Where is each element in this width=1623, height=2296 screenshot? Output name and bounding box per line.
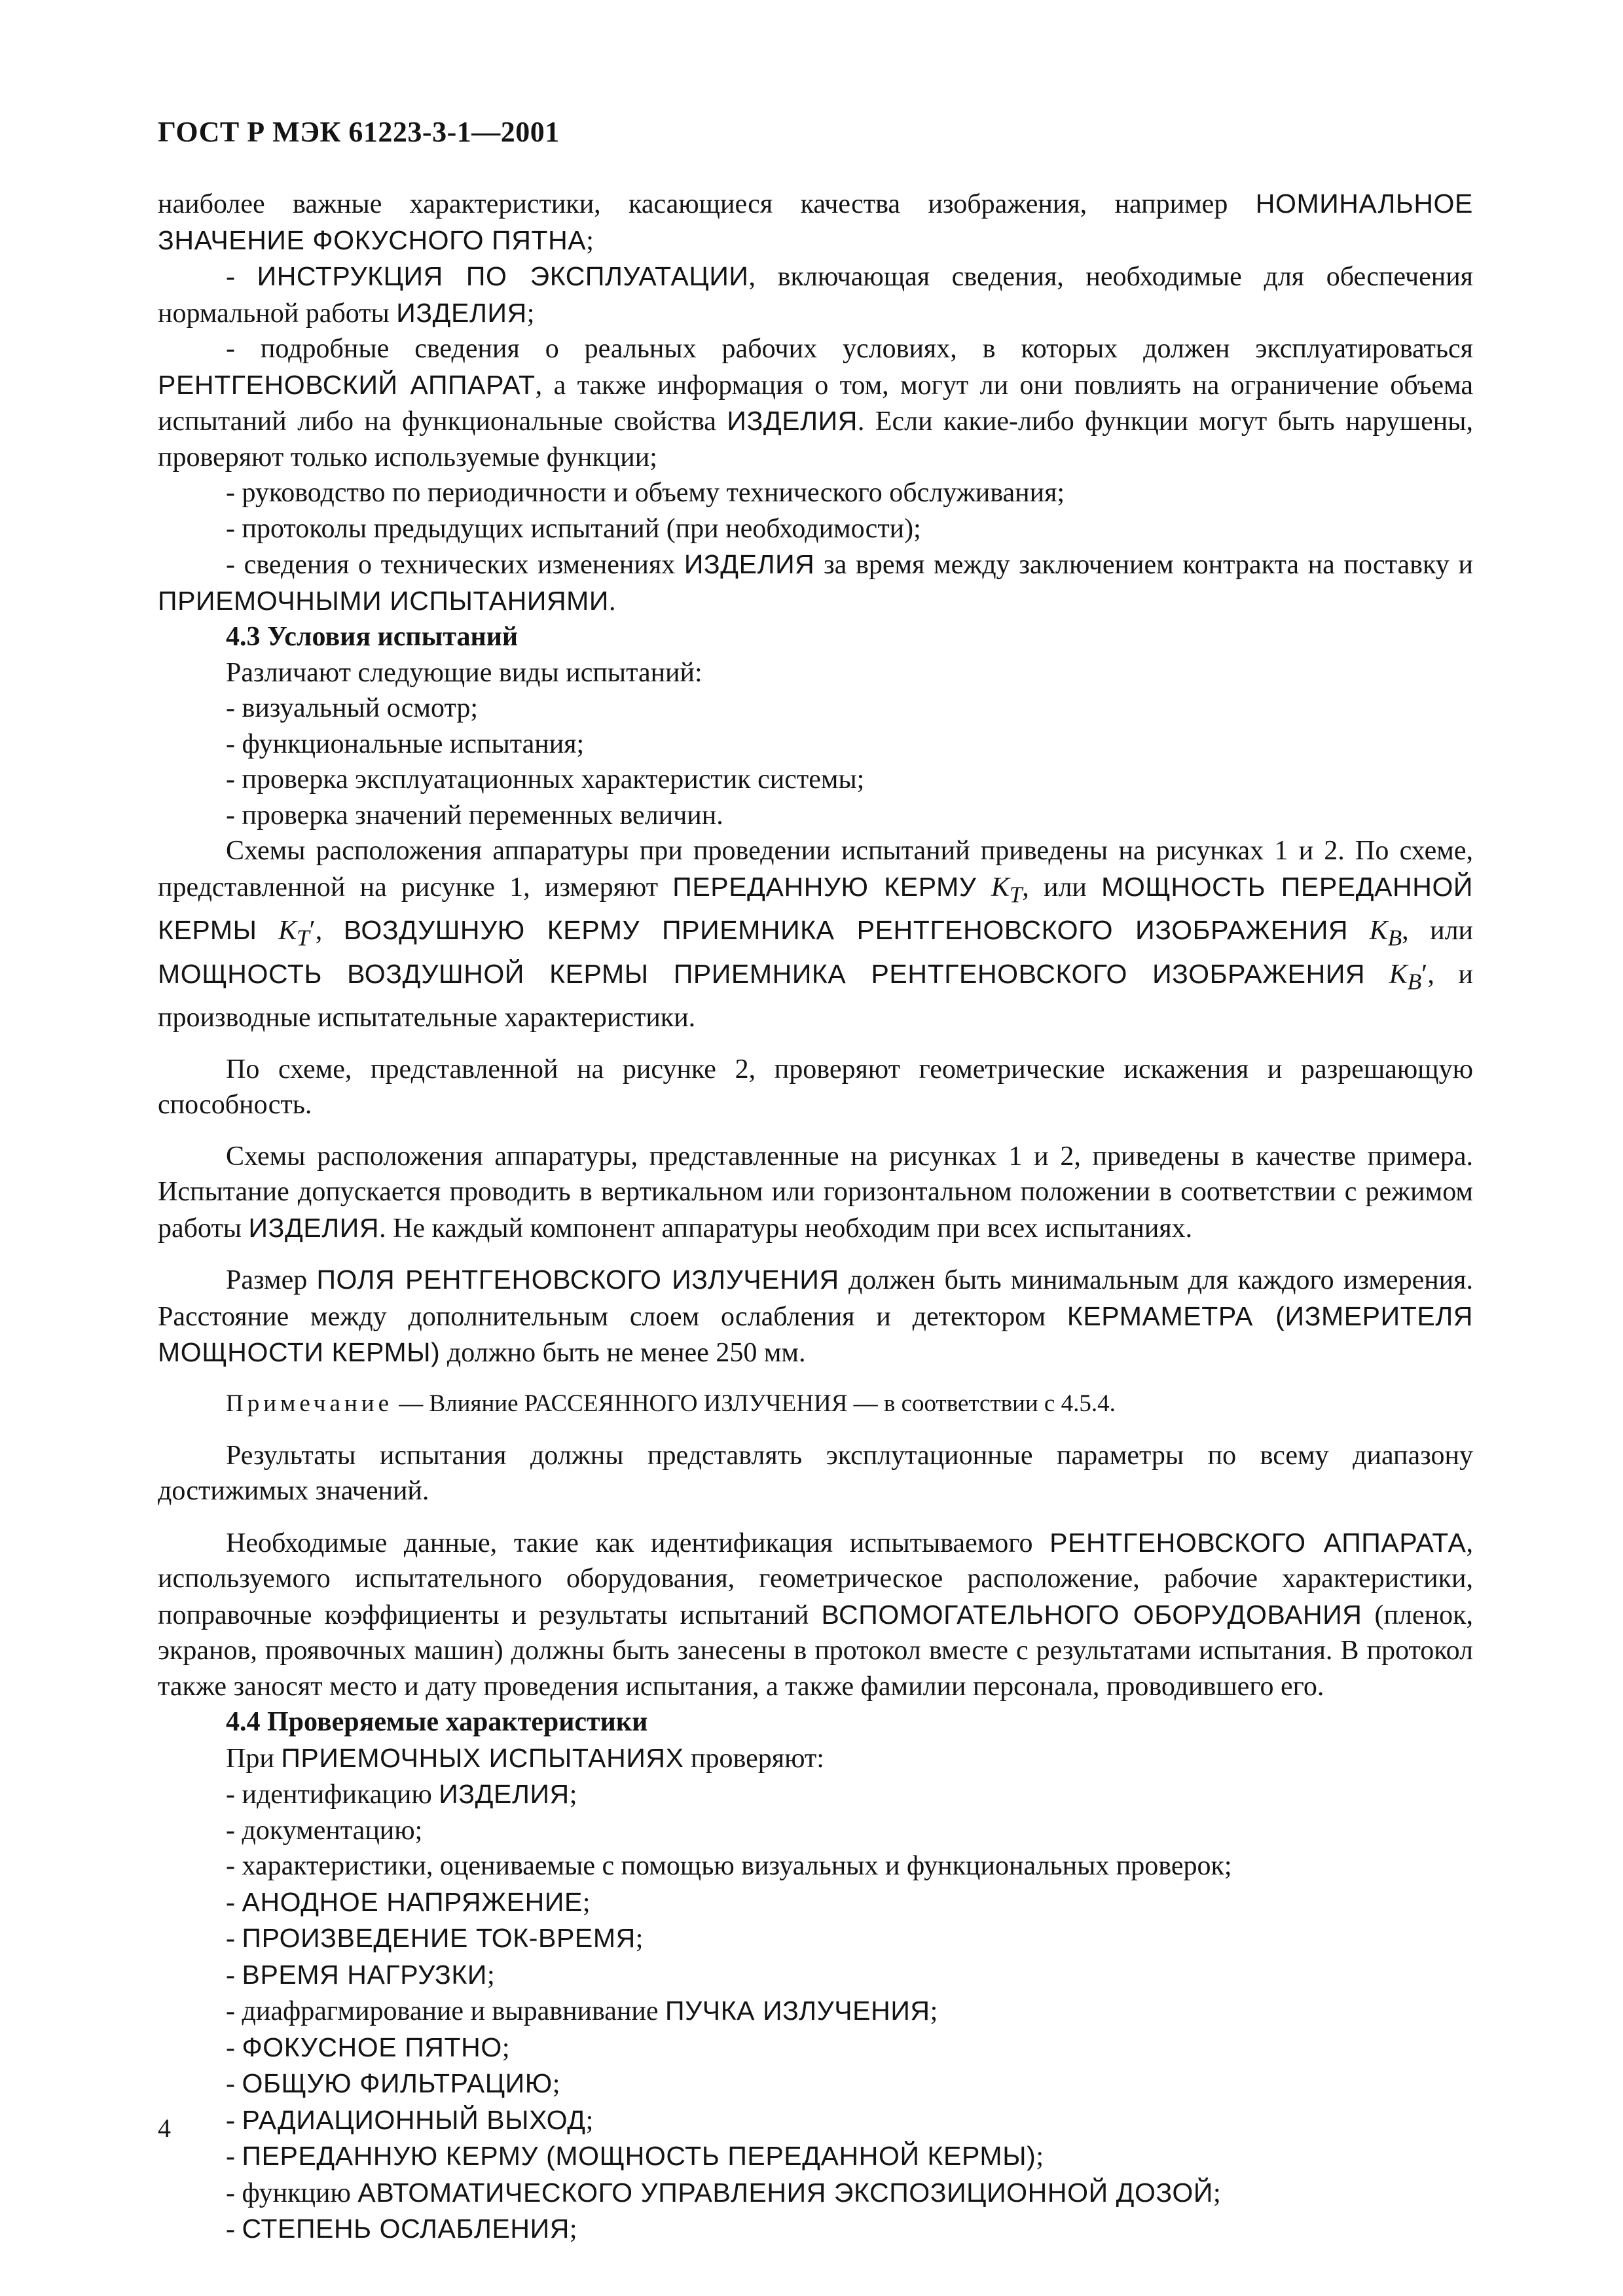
text: - — [226, 2214, 242, 2245]
paragraph — [158, 1262, 1473, 1371]
symbol: K — [1369, 916, 1388, 946]
text: ; — [586, 225, 594, 256]
term: ИЗДЕЛИЯ — [684, 549, 815, 579]
term: РЕНТГЕНОВСКИЙ АППАРАТ — [158, 369, 536, 400]
term: НОМИНАЛЬНОЕ ЗНАЧЕНИЕ ФОКУСНОГО ПЯТНА — [158, 188, 1473, 255]
text: ; — [585, 2105, 594, 2136]
text: - функцию — [226, 2178, 358, 2208]
text: ; — [501, 2032, 510, 2063]
term: ИЗДЕЛИЯ — [248, 1212, 380, 1243]
text: ; — [582, 1887, 591, 1918]
text: , или — [1022, 872, 1102, 903]
term: ИЗДЕЛИЯ — [396, 297, 527, 328]
page-body — [158, 186, 1473, 2248]
term: АВТОМАТИЧЕСКОГО УПРАВЛЕНИЯ ЭКСПОЗИЦИОННОЙ ДОЗОЙ — [357, 2177, 1213, 2208]
paragraph — [158, 1525, 1473, 1705]
symbol: K — [991, 872, 1010, 903]
text: - — [226, 2142, 242, 2172]
symbol-prime: ′ — [309, 916, 316, 946]
list-item — [158, 259, 1473, 331]
text: - — [226, 262, 257, 292]
term: ВРЕМЯ НАГРУЗКИ — [242, 1959, 487, 1990]
text: Схемы расположения аппаратуры, представленные на рисунках 1 и 2, приведены в качестве примера. Испытание допускается проводить в вертикальном или горизонтальном положении в соответствии с режимом работы — [158, 1141, 1473, 1244]
list-item: - функциональные испытания; — [226, 728, 585, 759]
list-item: - проверка эксплуатационных характеристик системы; — [226, 764, 865, 795]
term: МОЩНОСТЬ ПЕРЕДАННОЙ КЕРМЫ — [158, 871, 1474, 946]
text: - — [226, 2032, 242, 2063]
paragraph — [158, 186, 1473, 259]
text: ; — [552, 2069, 560, 2100]
term: ПРИЕМОЧНЫМИ ИСПЫТАНИЯМИ — [158, 585, 609, 616]
list-item — [158, 331, 1473, 475]
term: МОЩНОСТЬ ВОЗДУШНОЙ КЕРМЫ ПРИЕМНИКА РЕНТГЕНОВСКОГО ИЗОБРАЖЕНИЯ — [158, 959, 1366, 990]
paragraph: По схеме, представленной на рисунке 2, проверяют геометрические искажения и разрешающую способность. — [158, 1054, 1473, 1121]
text: ; — [1036, 2142, 1044, 2172]
list-item — [158, 2211, 1473, 2248]
text: . Если какие-либо функции могут быть нарушены, проверяют только используемые функции; — [158, 406, 1473, 473]
term: ПУЧКА ИЗЛУЧЕНИЯ — [665, 1996, 930, 2026]
term: ФОКУСНОЕ ПЯТНО — [242, 2032, 502, 2062]
section-heading-4-3: 4.3 Условия испытаний — [226, 622, 519, 652]
list-item: - визуальный осмотр; — [226, 693, 478, 723]
list-item — [158, 1957, 1473, 1994]
list-item — [158, 2138, 1473, 2175]
text: ; — [569, 2214, 577, 2245]
text: ; — [526, 298, 535, 329]
term: АНОДНОЕ НАПРЯЖЕНИЕ — [242, 1886, 583, 1917]
text: Схемы расположения аппаратуры при проведении испытаний приведены на рисунках 1 и 2. По схеме, представленной на рисунке 1, измеряют — [158, 836, 1473, 903]
list-item — [158, 1884, 1473, 1921]
list-item — [158, 1776, 1473, 1813]
list-item — [158, 547, 1473, 619]
text: наиболее важные характеристики, касающиеся качества изображения, например — [158, 189, 1256, 219]
text: ; — [486, 1960, 495, 1990]
symbol: K — [278, 916, 297, 946]
document-header: ГОСТ Р МЭК 61223-3-1—2001 — [158, 116, 560, 148]
symbol-subscript: T — [297, 925, 310, 951]
symbol: K — [1389, 960, 1408, 990]
term: ОБЩУЮ ФИЛЬТРАЦИЮ — [242, 2068, 553, 2099]
symbol-subscript: B — [1407, 969, 1422, 995]
text: должен быть минимальным для каждого измерения. Расстояние между дополнительным слоем ослабления и детектором — [158, 1265, 1473, 1332]
text: Размер — [226, 1265, 317, 1296]
list-item — [158, 2102, 1473, 2139]
text: - сведения о технических изменениях — [226, 550, 684, 580]
term: РАДИАЦИОННЫЙ ВЫХОД — [242, 2104, 586, 2135]
section-intro: Различают следующие виды испытаний: — [226, 657, 702, 688]
term: ПЕРЕДАННУЮ КЕРМУ (МОЩНОСТЬ ПЕРЕДАННОЙ КЕРМЫ) — [242, 2141, 1036, 2172]
symbol-prime: ′ — [1421, 960, 1428, 990]
text: , а также информация о том, могут ли они повлиять на ограничение объема испытаний либо на функциональные свойства — [158, 370, 1473, 437]
text: . Не каждый компонент аппаратуры необходим при всех испытаниях. — [379, 1213, 1193, 1244]
term: КЕРМАМЕТРА (ИЗМЕРИТЕЛЯ МОЩНОСТИ КЕРМЫ) — [158, 1300, 1474, 1368]
page-number: 4 — [158, 2113, 171, 2143]
text: , — [315, 916, 344, 946]
text: - — [226, 2069, 242, 2100]
text: - — [226, 2105, 242, 2136]
text: , или — [1402, 916, 1474, 946]
list-item: - протоколы предыдущих испытаний (при необходимости); — [226, 513, 921, 544]
term: ИЗДЕЛИЯ — [439, 1779, 570, 1810]
text: - — [226, 1960, 242, 1990]
text: , включающая сведения, необходимые для обеспечения нормальной работы — [158, 262, 1473, 329]
text: , и производные испытательные характеристики. — [158, 960, 1474, 1033]
text: , используемого испытательного оборудования, геометрическое расположение, рабочие характеристики, поправочные коэффициенты и результаты испытаний — [158, 1528, 1474, 1630]
text: - диафрагмирование и выравнивание — [226, 1996, 666, 2027]
list-item — [158, 2066, 1473, 2102]
text: . — [609, 586, 616, 617]
term: РЕНТГЕНОВСКОГО АППАРАТА — [1049, 1527, 1467, 1558]
symbol-subscript: B — [1387, 925, 1402, 951]
list-item — [158, 2175, 1473, 2212]
term: ИНСТРУКЦИЯ ПО ЭКСПЛУАТАЦИИ — [257, 261, 749, 291]
list-item — [158, 1993, 1473, 2030]
section-intro — [158, 1740, 1473, 1777]
paragraph — [158, 833, 1473, 1036]
term: ВСПОМОГАТЕЛЬНОГО ОБОРУДОВАНИЯ — [821, 1599, 1362, 1630]
term: ИЗДЕЛИЯ — [727, 406, 858, 436]
paragraph — [158, 1139, 1473, 1247]
text: - — [226, 1887, 242, 1918]
text: (пленок, экранов, проявочных машин) должны быть занесены в протокол вместе с результатами испытания. В протокол также заносят место и дату проведения испытания, а также фамилии персонала, проводившего его. — [158, 1600, 1473, 1702]
text: ; — [930, 1996, 938, 2027]
term: ВОЗДУШНУЮ КЕРМУ ПРИЕМНИКА РЕНТГЕНОВСКОГО ИЗОБРАЖЕНИЯ — [343, 915, 1349, 946]
list-item — [158, 1920, 1473, 1957]
text: ; — [635, 1924, 644, 1954]
text: Необходимые данные, такие как идентификация испытываемого — [226, 1528, 1050, 1558]
list-item: - проверка значений переменных величин. — [226, 800, 723, 831]
list-item: - руководство по периодичности и объему технического обслуживания; — [226, 478, 1065, 508]
list-item: - характеристики, оцениваемые с помощью визуальных и функциональных проверок; — [226, 1851, 1232, 1882]
list-item: - документацию; — [226, 1815, 423, 1846]
section-heading-4-4: 4.4 Проверяемые характеристики — [226, 1707, 648, 1738]
text: за время между заключением контракта на поставку и — [814, 550, 1473, 580]
note-text: — Влияние РАССЕЯННОГО ИЗЛУЧЕНИЯ — в соответствии с 4.5.4. — [393, 1390, 1116, 1417]
note-label: Примечание — [226, 1390, 393, 1417]
text: проверяют: — [684, 1743, 824, 1774]
term: ПРИЕМОЧНЫХ ИСПЫТАНИЯХ — [281, 1742, 684, 1773]
symbol-subscript: T — [1009, 881, 1023, 907]
note — [158, 1388, 1473, 1420]
text: должно быть не менее 250 мм. — [440, 1338, 806, 1369]
term: СТЕПЕНЬ ОСЛАБЛЕНИЯ — [242, 2214, 570, 2244]
text: При — [226, 1743, 282, 1774]
term: ПЕРЕДАННУЮ КЕРМУ — [672, 871, 977, 902]
text: - идентификацию — [226, 1780, 439, 1810]
term: ПОЛЯ РЕНТГЕНОВСКОГО ИЗЛУЧЕНИЯ — [316, 1265, 839, 1295]
text: - — [226, 1924, 242, 1954]
paragraph: Результаты испытания должны представлять эксплутационные параметры по всему диапазону достижимых значений. — [158, 1440, 1473, 1507]
text: - подробные сведения о реальных рабочих условиях, в которых должен эксплуатироваться — [226, 334, 1473, 364]
text: ; — [1213, 2178, 1221, 2208]
term: ПРОИЗВЕДЕНИЕ ТОК-ВРЕМЯ — [242, 1923, 636, 1954]
text: ; — [569, 1780, 577, 1810]
list-item — [158, 2030, 1473, 2066]
